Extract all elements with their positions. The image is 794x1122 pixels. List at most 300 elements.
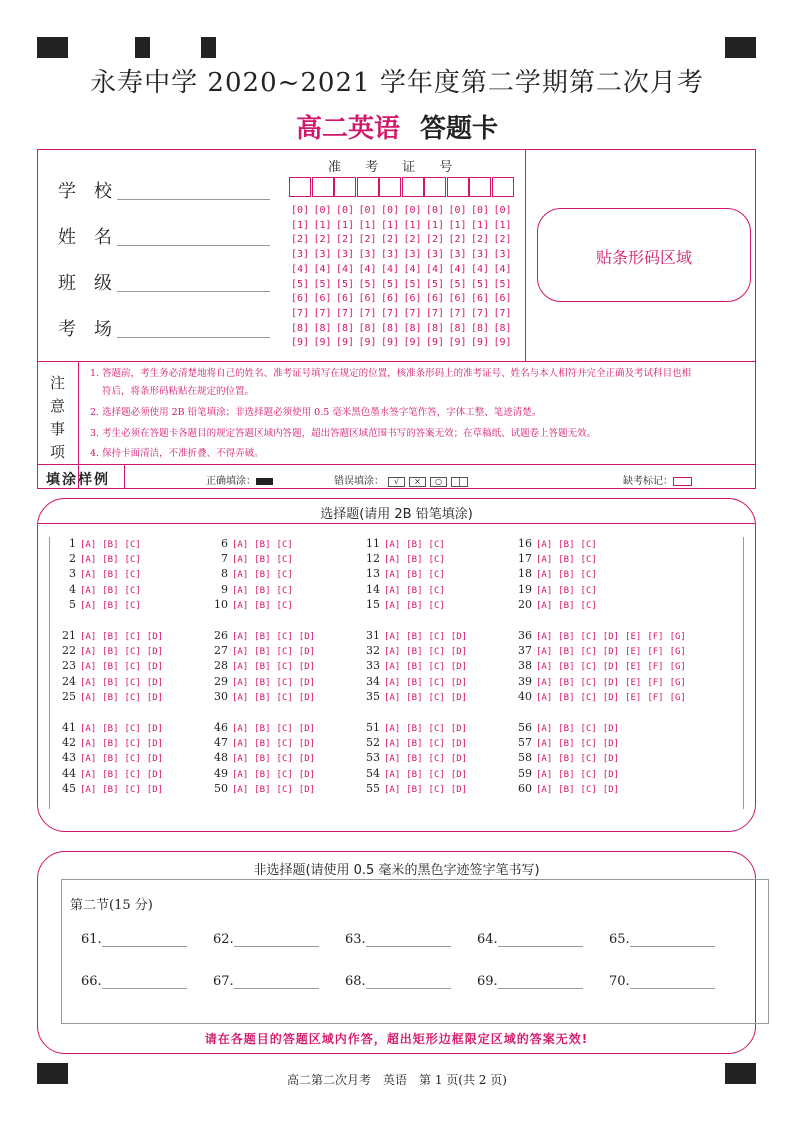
exam-digit-bubble[interactable]: [2] [381, 234, 400, 246]
option-bubble[interactable]: [A] [232, 585, 249, 596]
exam-digit-bubble[interactable]: [9] [426, 337, 445, 349]
blank-answer[interactable] [213, 974, 319, 989]
option-bubble[interactable]: [B] [102, 570, 119, 581]
exam-digit-bubble[interactable]: [3] [313, 249, 332, 261]
choice-question[interactable] [360, 751, 473, 764]
choice-question[interactable] [512, 552, 603, 565]
exam-digit-bubble[interactable]: [6] [493, 293, 512, 305]
exam-digit-bubble[interactable]: [5] [426, 278, 445, 290]
option-bubble[interactable]: [C] [124, 769, 141, 780]
option-bubble[interactable]: [B] [254, 647, 271, 658]
choice-question[interactable] [360, 767, 473, 780]
option-bubble[interactable]: [B] [102, 677, 119, 688]
exam-digit-bubble[interactable]: [9] [381, 337, 400, 349]
option-bubble[interactable]: [D] [602, 739, 620, 750]
option-bubble[interactable]: [B] [102, 769, 119, 780]
option-bubble[interactable]: [C] [276, 540, 293, 550]
option-bubble[interactable]: [C] [276, 555, 293, 566]
exam-digit-bubble[interactable]: [1] [358, 219, 377, 231]
option-bubble[interactable]: [D] [602, 754, 620, 765]
option-bubble[interactable]: [A] [536, 692, 553, 703]
option-bubble[interactable]: [B] [406, 724, 423, 734]
option-bubble[interactable]: [C] [276, 662, 293, 673]
exam-digit-bubble[interactable]: [5] [403, 278, 422, 290]
option-bubble[interactable]: [A] [232, 754, 249, 765]
exam-digit-bubble[interactable]: [1] [493, 219, 512, 231]
option-bubble[interactable]: [B] [102, 739, 119, 750]
option-bubble[interactable]: [D] [146, 677, 164, 688]
option-bubble[interactable]: [A] [536, 769, 553, 780]
exam-digit-bubble[interactable]: [8] [403, 322, 422, 334]
option-bubble[interactable]: [C] [276, 784, 293, 795]
choice-question[interactable] [512, 782, 625, 795]
choice-question[interactable] [208, 690, 321, 703]
option-bubble[interactable]: [B] [102, 555, 119, 566]
option-bubble[interactable]: [C] [428, 677, 445, 688]
option-bubble[interactable]: [A] [232, 784, 249, 795]
option-bubble[interactable]: [B] [406, 585, 423, 596]
exam-digit-bubble[interactable]: [4] [313, 263, 332, 275]
exam-digit-bubble[interactable]: [1] [426, 219, 445, 231]
option-bubble[interactable]: [B] [102, 724, 119, 734]
exam-digit-bubble[interactable]: [4] [403, 263, 422, 275]
option-bubble[interactable]: [B] [406, 754, 423, 765]
option-bubble[interactable]: [G] [669, 632, 686, 642]
exam-digit-bubble[interactable]: [7] [471, 307, 490, 319]
option-bubble[interactable]: [D] [602, 677, 620, 688]
option-bubble[interactable]: [C] [580, 754, 597, 765]
option-bubble[interactable]: [D] [146, 662, 164, 673]
option-bubble[interactable]: [A] [536, 555, 553, 566]
choice-question[interactable] [360, 583, 451, 596]
option-bubble[interactable]: [C] [124, 724, 141, 734]
exam-digit-bubble[interactable]: [2] [336, 234, 355, 246]
option-bubble[interactable]: [A] [384, 677, 401, 688]
exam-digit-bubble[interactable]: [3] [291, 249, 310, 261]
exam-digit-bubble[interactable]: [2] [493, 234, 512, 246]
option-bubble[interactable]: [B] [406, 647, 423, 658]
exam-digit-bubble[interactable]: [7] [493, 307, 512, 319]
option-bubble[interactable]: [C] [276, 585, 293, 596]
option-bubble[interactable]: [D] [450, 692, 468, 703]
choice-question[interactable] [208, 552, 299, 565]
option-bubble[interactable]: [B] [406, 570, 423, 581]
exam-number-box[interactable] [424, 177, 446, 197]
option-bubble[interactable]: [C] [428, 632, 445, 642]
option-bubble[interactable]: [A] [232, 600, 249, 611]
choice-question[interactable] [360, 721, 473, 734]
field-class[interactable] [58, 269, 130, 295]
exam-digit-bubble[interactable]: [2] [403, 234, 422, 246]
exam-digit-bubble[interactable]: [8] [336, 322, 355, 334]
option-bubble[interactable]: [C] [276, 754, 293, 765]
option-bubble[interactable]: [B] [558, 632, 575, 642]
option-bubble[interactable]: [B] [102, 647, 119, 658]
exam-number-box[interactable] [402, 177, 424, 197]
option-bubble[interactable]: [G] [669, 692, 686, 703]
option-bubble[interactable]: [D] [450, 769, 468, 780]
option-bubble[interactable]: [D] [298, 677, 316, 688]
option-bubble[interactable]: [D] [298, 662, 316, 673]
option-bubble[interactable]: [C] [428, 662, 445, 673]
choice-question[interactable] [56, 659, 169, 672]
option-bubble[interactable]: [D] [450, 754, 468, 765]
exam-digit-bubble[interactable]: [4] [358, 263, 377, 275]
exam-digit-bubble[interactable]: [6] [426, 293, 445, 305]
option-bubble[interactable]: [D] [602, 647, 620, 658]
blank-answer[interactable] [477, 932, 583, 947]
option-bubble[interactable]: [C] [580, 570, 597, 581]
option-bubble[interactable]: [C] [428, 555, 445, 566]
choice-question[interactable] [208, 767, 321, 780]
exam-digit-bubble[interactable]: [1] [336, 219, 355, 231]
exam-digit-bubble[interactable]: [9] [448, 337, 467, 349]
option-bubble[interactable]: [C] [276, 647, 293, 658]
option-bubble[interactable]: [D] [298, 647, 316, 658]
choice-question[interactable] [512, 751, 625, 764]
choice-question[interactable] [208, 751, 321, 764]
option-bubble[interactable]: [A] [536, 570, 553, 581]
option-bubble[interactable]: [D] [146, 632, 164, 642]
option-bubble[interactable]: [A] [80, 540, 97, 550]
choice-question[interactable] [208, 721, 321, 734]
option-bubble[interactable]: [B] [254, 739, 271, 750]
option-bubble[interactable]: [B] [254, 570, 271, 581]
option-bubble[interactable]: [D] [450, 662, 468, 673]
choice-question[interactable] [208, 644, 321, 657]
choice-question[interactable] [208, 675, 321, 688]
exam-digit-bubble[interactable]: [8] [291, 322, 310, 334]
option-bubble[interactable]: [C] [428, 739, 445, 750]
option-bubble[interactable]: [B] [558, 540, 575, 550]
option-bubble[interactable]: [C] [580, 600, 597, 611]
option-bubble[interactable]: [C] [124, 555, 141, 566]
option-bubble[interactable]: [A] [536, 754, 553, 765]
option-bubble[interactable]: [C] [580, 784, 597, 795]
field-room[interactable] [58, 315, 130, 341]
choice-question[interactable] [512, 598, 603, 611]
exam-digit-bubble[interactable]: [9] [358, 337, 377, 349]
field-name[interactable] [58, 223, 130, 249]
exam-number-box[interactable] [289, 177, 311, 197]
option-bubble[interactable]: [B] [254, 784, 271, 795]
option-bubble[interactable]: [C] [124, 570, 141, 581]
option-bubble[interactable]: [C] [124, 585, 141, 596]
blank-line[interactable] [102, 932, 187, 947]
option-bubble[interactable]: [B] [558, 754, 575, 765]
choice-question[interactable] [208, 782, 321, 795]
option-bubble[interactable]: [A] [80, 724, 97, 734]
choice-question[interactable] [360, 659, 473, 672]
option-bubble[interactable]: [D] [298, 784, 316, 795]
choice-question[interactable] [56, 537, 147, 550]
option-bubble[interactable]: [A] [536, 724, 553, 734]
option-bubble[interactable]: [A] [232, 724, 249, 734]
choice-question[interactable] [208, 629, 321, 642]
option-bubble[interactable]: [C] [124, 692, 141, 703]
option-bubble[interactable]: [E] [625, 677, 642, 688]
option-bubble[interactable]: [C] [580, 647, 597, 658]
option-bubble[interactable]: [C] [428, 540, 445, 550]
option-bubble[interactable]: [A] [384, 784, 401, 795]
choice-question[interactable] [56, 629, 169, 642]
blank-line[interactable] [366, 974, 451, 989]
option-bubble[interactable]: [B] [102, 754, 119, 765]
exam-digit-bubble[interactable]: [1] [448, 219, 467, 231]
choice-question[interactable] [208, 598, 299, 611]
option-bubble[interactable]: [C] [276, 692, 293, 703]
exam-digit-bubble[interactable]: [6] [291, 293, 310, 305]
option-bubble[interactable]: [E] [625, 692, 642, 703]
choice-question[interactable] [56, 675, 169, 688]
option-bubble[interactable]: [A] [384, 540, 401, 550]
exam-digit-bubble[interactable]: [3] [493, 249, 512, 261]
choice-question[interactable] [512, 690, 692, 703]
blank-line[interactable] [234, 932, 319, 947]
choice-question[interactable] [512, 675, 692, 688]
option-bubble[interactable]: [C] [276, 739, 293, 750]
option-bubble[interactable]: [A] [80, 585, 97, 596]
option-bubble[interactable]: [C] [428, 647, 445, 658]
option-bubble[interactable]: [B] [406, 632, 423, 642]
option-bubble[interactable]: [A] [80, 570, 97, 581]
exam-digit-bubble[interactable]: [1] [381, 219, 400, 231]
option-bubble[interactable]: [B] [558, 570, 575, 581]
exam-digit-bubble[interactable]: [9] [336, 337, 355, 349]
option-bubble[interactable]: [C] [124, 739, 141, 750]
exam-digit-bubble[interactable]: [2] [448, 234, 467, 246]
option-bubble[interactable]: [D] [602, 784, 620, 795]
option-bubble[interactable]: [C] [276, 570, 293, 581]
option-bubble[interactable]: [B] [254, 692, 271, 703]
option-bubble[interactable]: [C] [428, 724, 445, 734]
exam-digit-bubble[interactable]: [5] [291, 278, 310, 290]
exam-digit-bubble[interactable]: [8] [381, 322, 400, 334]
option-bubble[interactable]: [B] [254, 555, 271, 566]
choice-question[interactable] [360, 782, 473, 795]
option-bubble[interactable]: [B] [254, 662, 271, 673]
exam-digit-bubble[interactable]: [7] [313, 307, 332, 319]
option-bubble[interactable]: [D] [450, 677, 468, 688]
exam-digit-bubble[interactable]: [9] [313, 337, 332, 349]
exam-digit-bubble[interactable]: [5] [358, 278, 377, 290]
option-bubble[interactable]: [A] [536, 784, 553, 795]
absent-mark[interactable] [623, 472, 692, 487]
option-bubble[interactable]: [C] [580, 662, 597, 673]
blank-line[interactable] [234, 974, 319, 989]
option-bubble[interactable]: [A] [232, 662, 249, 673]
option-bubble[interactable]: [A] [80, 692, 97, 703]
choice-question[interactable] [512, 644, 692, 657]
option-bubble[interactable]: [A] [80, 555, 97, 566]
exam-number-box[interactable] [312, 177, 334, 197]
exam-digit-bubble[interactable]: [4] [291, 263, 310, 275]
option-bubble[interactable]: [B] [254, 677, 271, 688]
option-bubble[interactable]: [E] [625, 662, 642, 673]
exam-digit-bubble[interactable]: [4] [493, 263, 512, 275]
choice-question[interactable] [56, 690, 169, 703]
blank-answer[interactable] [213, 932, 319, 947]
choice-question[interactable] [56, 567, 147, 580]
option-bubble[interactable]: [C] [276, 769, 293, 780]
answer-box[interactable] [61, 879, 769, 1024]
option-bubble[interactable]: [C] [428, 784, 445, 795]
blank-line[interactable] [102, 974, 187, 989]
option-bubble[interactable]: [G] [669, 677, 686, 688]
exam-digit-bubble[interactable]: [7] [381, 307, 400, 319]
option-bubble[interactable]: [D] [450, 632, 468, 642]
option-bubble[interactable]: [C] [428, 754, 445, 765]
exam-digit-bubble[interactable]: [4] [381, 263, 400, 275]
option-bubble[interactable]: [A] [384, 570, 401, 581]
option-bubble[interactable]: [D] [298, 769, 316, 780]
choice-question[interactable] [360, 598, 451, 611]
choice-question[interactable] [56, 583, 147, 596]
option-bubble[interactable]: [A] [384, 662, 401, 673]
option-bubble[interactable]: [A] [536, 600, 553, 611]
option-bubble[interactable]: [B] [254, 632, 271, 642]
exam-digit-bubble[interactable]: [0] [358, 205, 377, 216]
option-bubble[interactable]: [B] [254, 540, 271, 550]
option-bubble[interactable]: [A] [80, 784, 97, 795]
option-bubble[interactable]: [A] [80, 739, 97, 750]
option-bubble[interactable]: [C] [428, 585, 445, 596]
option-bubble[interactable]: [C] [580, 677, 597, 688]
choice-question[interactable] [360, 690, 473, 703]
exam-digit-bubble[interactable]: [5] [448, 278, 467, 290]
exam-digit-bubble[interactable]: [1] [403, 219, 422, 231]
exam-digit-bubble[interactable]: [7] [291, 307, 310, 319]
exam-digit-bubble[interactable]: [6] [471, 293, 490, 305]
exam-digit-bubble[interactable]: [7] [426, 307, 445, 319]
exam-digit-bubble[interactable]: [2] [426, 234, 445, 246]
exam-digit-bubble[interactable]: [8] [313, 322, 332, 334]
blank-line[interactable] [630, 974, 715, 989]
option-bubble[interactable]: [A] [536, 540, 553, 550]
option-bubble[interactable]: [D] [146, 784, 164, 795]
option-bubble[interactable]: [G] [669, 647, 686, 658]
exam-digit-bubble[interactable]: [0] [313, 205, 332, 216]
exam-digit-bubble[interactable]: [3] [471, 249, 490, 261]
option-bubble[interactable]: [B] [406, 662, 423, 673]
exam-digit-bubble[interactable]: [0] [493, 205, 512, 216]
option-bubble[interactable]: [A] [232, 677, 249, 688]
option-bubble[interactable]: [F] [647, 632, 664, 642]
exam-digit-bubble[interactable]: [6] [403, 293, 422, 305]
option-bubble[interactable]: [C] [124, 600, 141, 611]
option-bubble[interactable]: [A] [80, 600, 97, 611]
blank-answer[interactable] [609, 974, 715, 989]
exam-digit-bubble[interactable]: [9] [493, 337, 512, 349]
option-bubble[interactable]: [B] [406, 692, 423, 703]
option-bubble[interactable]: [D] [298, 724, 316, 734]
choice-question[interactable] [360, 567, 451, 580]
option-bubble[interactable]: [D] [602, 769, 620, 780]
option-bubble[interactable]: [A] [536, 677, 553, 688]
option-bubble[interactable]: [C] [124, 784, 141, 795]
exam-digit-bubble[interactable]: [6] [336, 293, 355, 305]
option-bubble[interactable]: [C] [276, 677, 293, 688]
option-bubble[interactable]: [F] [647, 677, 664, 688]
exam-digit-bubble[interactable]: [0] [291, 205, 310, 216]
option-bubble[interactable]: [D] [450, 724, 468, 734]
option-bubble[interactable]: [B] [406, 769, 423, 780]
option-bubble[interactable]: [D] [298, 754, 316, 765]
option-bubble[interactable]: [B] [102, 662, 119, 673]
option-bubble[interactable]: [A] [232, 540, 249, 550]
blank-answer[interactable] [345, 974, 451, 989]
option-bubble[interactable]: [C] [124, 540, 141, 550]
choice-question[interactable] [360, 552, 451, 565]
option-bubble[interactable]: [A] [384, 692, 401, 703]
exam-digit-bubble[interactable]: [3] [403, 249, 422, 261]
choice-question[interactable] [56, 736, 169, 749]
exam-digit-bubble[interactable]: [1] [313, 219, 332, 231]
exam-digit-bubble[interactable]: [1] [471, 219, 490, 231]
exam-digit-bubble[interactable]: [2] [313, 234, 332, 246]
option-bubble[interactable]: [D] [146, 739, 164, 750]
option-bubble[interactable]: [A] [232, 647, 249, 658]
option-bubble[interactable]: [C] [580, 585, 597, 596]
option-bubble[interactable]: [A] [232, 739, 249, 750]
option-bubble[interactable]: [A] [536, 647, 553, 658]
option-bubble[interactable]: [A] [80, 754, 97, 765]
choice-question[interactable] [208, 736, 321, 749]
option-bubble[interactable]: [B] [406, 600, 423, 611]
option-bubble[interactable]: [A] [536, 632, 553, 642]
option-bubble[interactable]: [B] [254, 600, 271, 611]
exam-digit-bubble[interactable]: [4] [471, 263, 490, 275]
option-bubble[interactable]: [A] [80, 632, 97, 642]
choice-question[interactable] [360, 644, 473, 657]
exam-digit-bubble[interactable]: [0] [336, 205, 355, 216]
option-bubble[interactable]: [A] [232, 555, 249, 566]
option-bubble[interactable]: [C] [580, 769, 597, 780]
exam-digit-bubble[interactable]: [7] [336, 307, 355, 319]
exam-digit-bubble[interactable]: [9] [471, 337, 490, 349]
option-bubble[interactable]: [D] [146, 724, 164, 734]
choice-question[interactable] [56, 644, 169, 657]
exam-digit-bubble[interactable]: [4] [426, 263, 445, 275]
option-bubble[interactable]: [D] [450, 784, 468, 795]
exam-digit-bubble[interactable]: [0] [426, 205, 445, 216]
exam-digit-bubble[interactable]: [8] [426, 322, 445, 334]
option-bubble[interactable]: [C] [428, 692, 445, 703]
option-bubble[interactable]: [A] [232, 692, 249, 703]
exam-digit-bubble[interactable]: [5] [471, 278, 490, 290]
exam-digit-bubble[interactable]: [0] [471, 205, 490, 216]
option-bubble[interactable]: [A] [384, 724, 401, 734]
exam-number-box[interactable] [334, 177, 356, 197]
option-bubble[interactable]: [B] [102, 632, 119, 642]
option-bubble[interactable]: [A] [536, 662, 553, 673]
option-bubble[interactable]: [B] [102, 540, 119, 550]
option-bubble[interactable]: [D] [298, 739, 316, 750]
exam-digit-bubble[interactable]: [3] [358, 249, 377, 261]
option-bubble[interactable]: [C] [276, 632, 293, 642]
exam-number-box[interactable] [447, 177, 469, 197]
choice-question[interactable] [512, 629, 692, 642]
choice-question[interactable] [512, 736, 625, 749]
option-bubble[interactable]: [D] [450, 739, 468, 750]
option-bubble[interactable]: [B] [102, 600, 119, 611]
blank-line[interactable] [498, 932, 583, 947]
option-bubble[interactable]: [A] [80, 769, 97, 780]
option-bubble[interactable]: [F] [647, 647, 664, 658]
option-bubble[interactable]: [B] [558, 724, 575, 734]
exam-digit-bubble[interactable]: [7] [448, 307, 467, 319]
option-bubble[interactable]: [B] [406, 540, 423, 550]
